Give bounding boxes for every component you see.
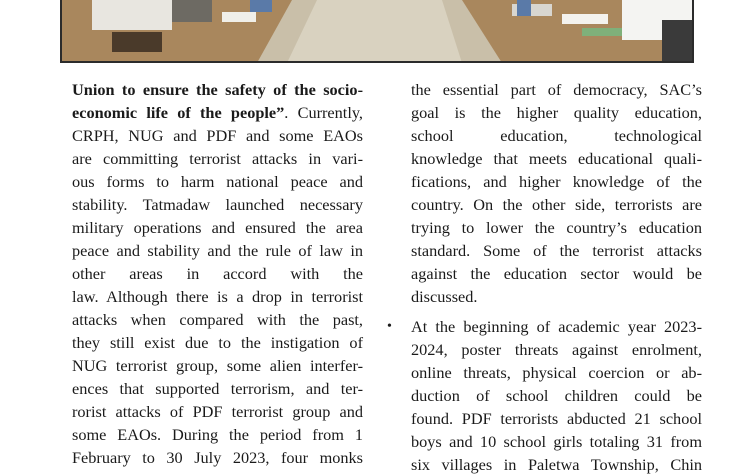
bullet-icon: • [387, 319, 392, 334]
text-line: rorist attacks of PDF terrorist group and [72, 402, 363, 421]
text-line: the essential part of democracy, SAC’s [411, 80, 702, 99]
text-line: found. PDF terrorists abducted 21 school [411, 409, 702, 428]
text-line: ences that supported terrorism, and ter- [72, 379, 363, 398]
bold-line-2: economic life of the people”. Currently, [72, 103, 363, 122]
text-line: discussed. [411, 287, 478, 306]
text-line: goal is the higher quality education, [411, 103, 702, 122]
text-line: attacks when compared with the past, [72, 310, 363, 329]
text-line: peace and stability and the rule of law in [72, 241, 363, 260]
text-line: February to 30 July 2023, four monks [72, 448, 363, 467]
text-line: ous forms to harm national peace and [72, 172, 363, 191]
text-line: military operations and ensured the area [72, 218, 363, 237]
text-line: against the education sector would be [411, 264, 702, 283]
text-line: they still exist due to the instigation of [72, 333, 363, 352]
text-line: boys and 10 school girls totaling 31 from [411, 432, 702, 451]
left-column [72, 78, 363, 469]
text-line: country. On the other side, terrorists are [411, 195, 702, 214]
text-line: knowledge that meets educational quali- [411, 149, 702, 168]
text-line: NUG terrorist group, some alien interfer- [72, 356, 363, 375]
meeting-photo [60, 0, 694, 63]
text-line: are committing terrorist attacks in vari- [72, 149, 363, 168]
text-line: duction of school children could be [411, 386, 702, 405]
bullet-first-line: • At the beginning of academic year 2023- [387, 317, 702, 336]
text-line: school education, technological [411, 126, 702, 145]
text-line: 2024, poster threats against enrolment, [411, 340, 702, 359]
text-line: standard. Some of the terrorist attacks [411, 241, 702, 260]
text-line: trying to lower the country’s education [411, 218, 702, 237]
text-line: some EAOs. During the period from 1 [72, 425, 363, 444]
text-line: stability. Tatmadaw launched necessary [72, 195, 363, 214]
text-line: CRPH, NUG and PDF and some EAOs [72, 126, 363, 145]
right-column [387, 78, 702, 476]
text-line: online threats, physical coercion or ab- [411, 363, 702, 382]
meeting-photo-image [62, 0, 694, 63]
text-line: six villages in Paletwa Township, Chin [411, 455, 702, 474]
text-line: fications, and higher knowledge of the [411, 172, 702, 191]
text-line: law. Although there is a drop in terrorist [72, 287, 363, 306]
bold-line-1: Union to ensure the safety of the socio- [72, 80, 363, 99]
text-line: other areas in accord with the [72, 264, 363, 283]
